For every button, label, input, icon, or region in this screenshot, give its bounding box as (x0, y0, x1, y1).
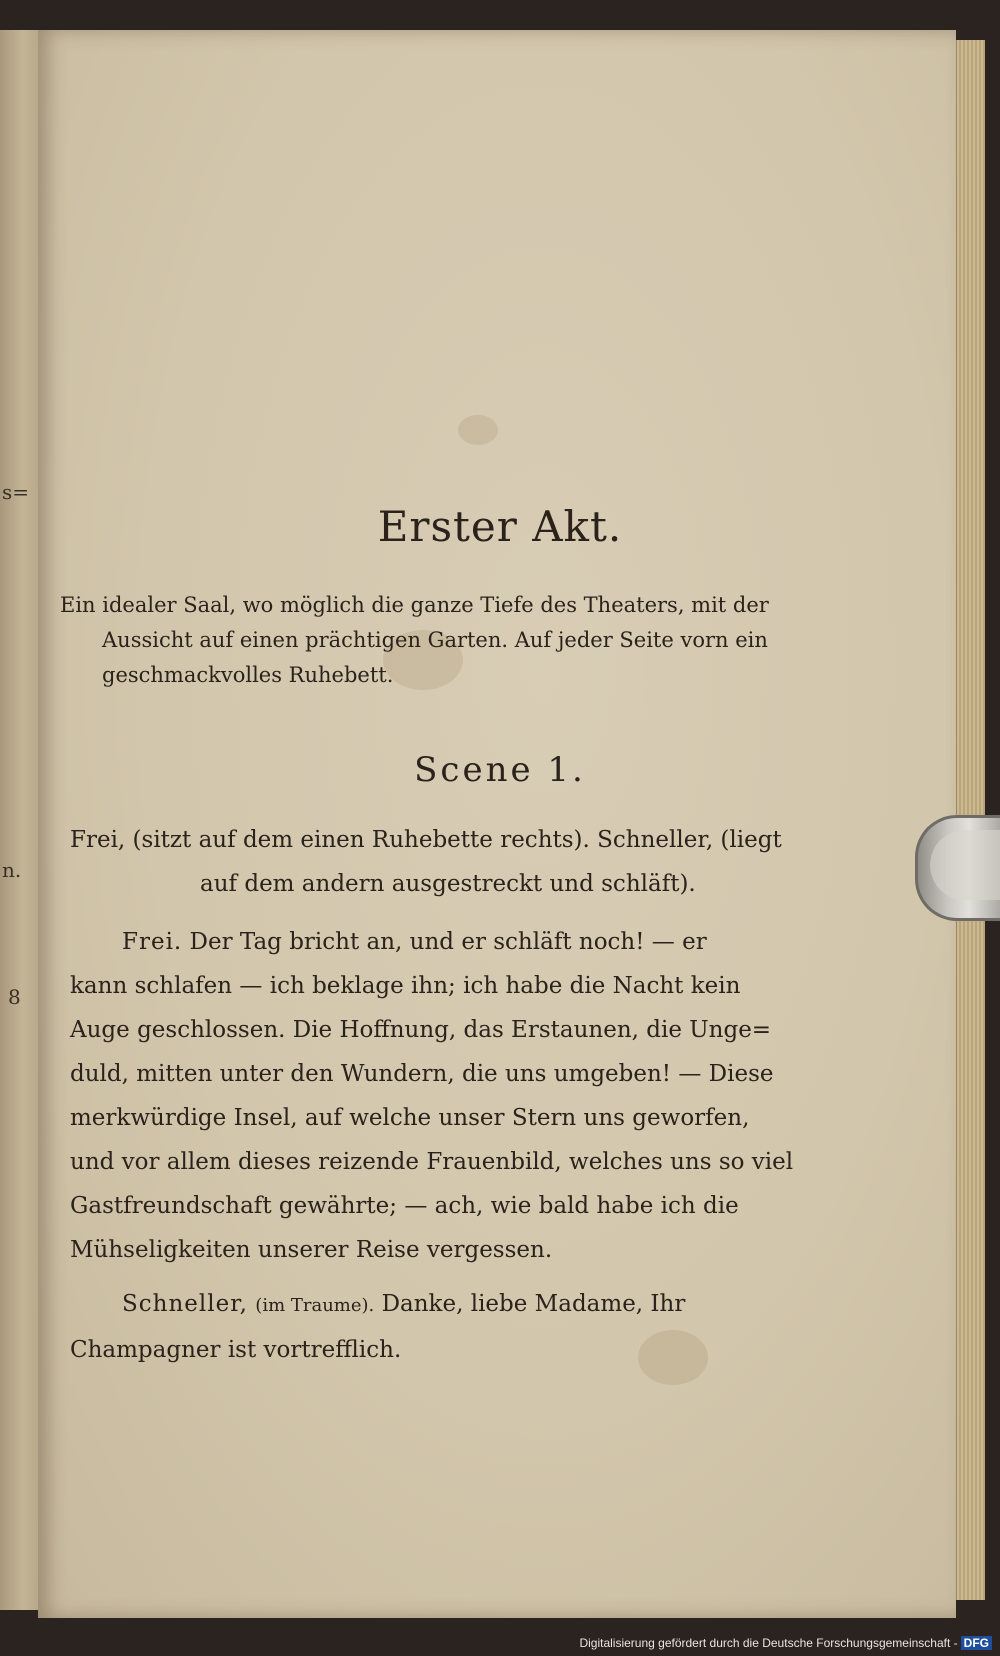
speech-direction: (im Traume). (255, 1295, 375, 1316)
digitization-credit (579, 1636, 992, 1650)
previous-page-edge (0, 30, 38, 1610)
stage-direction-line: geschmackvolles Ruhebett. (102, 663, 394, 687)
credit-text: Digitalisierung gefördert durch die Deutsche Forschungsgemeinschaft - (579, 1636, 958, 1650)
speech-line: Danke, liebe Madame, Ihr (381, 1291, 686, 1317)
speech-line: und vor allem dieses reizende Frauenbild, welches uns so viel (70, 1149, 794, 1175)
stage-direction-line: Aussicht auf einen prächtigen Garten. Auf jeder Seite vorn ein (102, 628, 768, 652)
page-clip-inner (930, 830, 1000, 900)
speech-line: Champagner ist vortrefflich. (70, 1337, 402, 1363)
personae-line: auf dem andern ausgestreckt und schläft). (200, 871, 696, 897)
stain (458, 415, 498, 445)
speaker-name: Frei. (122, 929, 183, 955)
speech-line: Mühseligkeiten unserer Reise vergessen. (70, 1237, 553, 1263)
scene-title: Scene 1. (414, 750, 586, 790)
speech-frei (70, 920, 830, 1272)
prev-page-fragment: 8 (8, 985, 21, 1009)
speech-line: Der Tag bricht an, und er schläft noch! — er (189, 929, 707, 955)
speech-line: Auge geschlossen. Die Hoffnung, das Erstaunen, die Unge= (70, 1017, 772, 1043)
stage-direction (60, 588, 820, 693)
speech-line: merkwürdige Insel, auf welche unser Stern uns geworfen, (70, 1105, 750, 1131)
speech-line: duld, mitten unter den Wundern, die uns umgeben! — Diese (70, 1061, 774, 1087)
prev-page-fragment: n. (2, 858, 22, 882)
speech-schneller (70, 1282, 830, 1372)
speech-line: kann schlafen — ich beklage ihn; ich habe die Nacht kein (70, 973, 741, 999)
speech-line: Gastfreundschaft gewährte; — ach, wie bald habe ich die (70, 1193, 739, 1219)
stage-direction-line: Ein idealer Saal, wo möglich die ganze Tiefe des Theaters, mit der (60, 593, 769, 617)
personae-line: Frei, (sitzt auf dem einen Ruhebette rechts). Schneller, (liegt (70, 827, 782, 853)
dfg-logo: DFG (961, 1636, 992, 1650)
act-title: Erster Akt. (377, 502, 623, 551)
speaker-name: Schneller, (122, 1291, 248, 1317)
prev-page-fragment: s= (2, 480, 30, 504)
dramatis-personae (70, 818, 830, 906)
